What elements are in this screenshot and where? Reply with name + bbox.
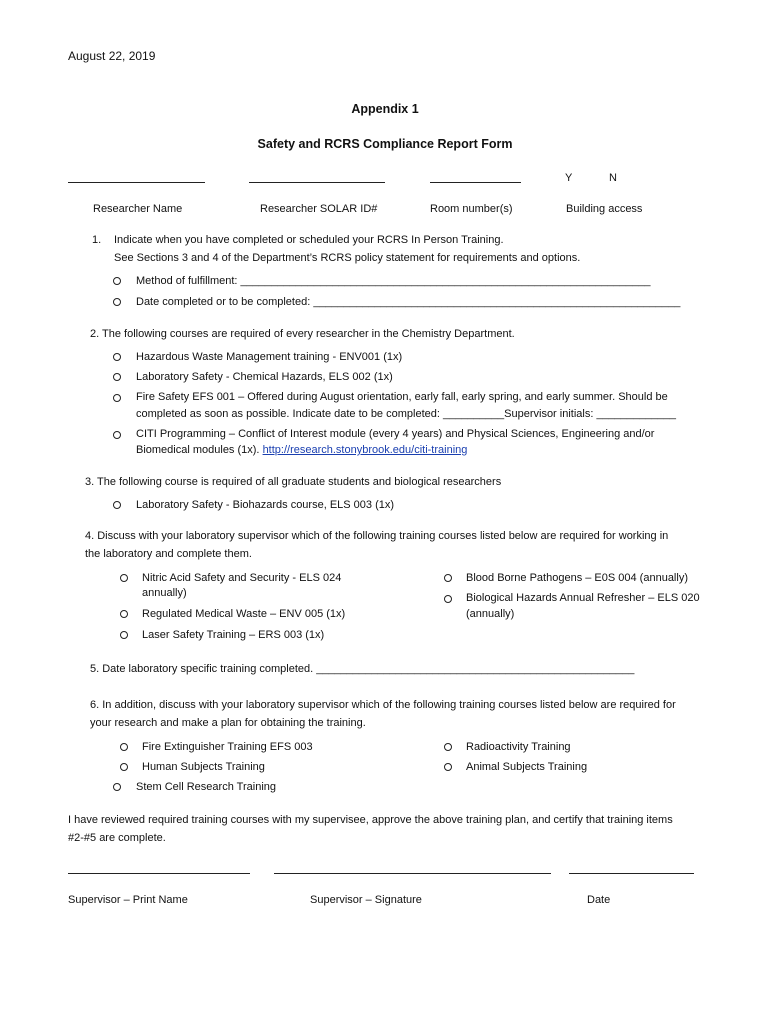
section-1-line1: Indicate when you have completed or scheduled your RCRS In Person Training. bbox=[114, 234, 504, 246]
env001-label: Hazardous Waste Management training - ENV001 (1x) bbox=[136, 351, 403, 363]
els020-label: Biological Hazards Annual Refresher – ELS 020 bbox=[466, 592, 700, 604]
no-label[interactable]: N bbox=[609, 172, 617, 184]
section-2-heading: 2. The following courses are required of every researcher in the Chemistry Department. bbox=[90, 328, 515, 340]
eos004-label: Blood Borne Pathogens – E0S 004 (annually) bbox=[466, 572, 688, 584]
animal-subjects-label: Animal Subjects Training bbox=[466, 761, 588, 773]
supervisor-name-field[interactable] bbox=[68, 873, 250, 874]
radioactivity-label: Radioactivity Training bbox=[466, 741, 571, 753]
section-3-heading: 3. The following course is required of all graduate students and biological researchers bbox=[85, 476, 502, 488]
section-1-line2: See Sections 3 and 4 of the Department’s RCRS policy statement for requirements and options. bbox=[114, 252, 581, 264]
efs001-label: Fire Safety EFS 001 – Offered during August orientation, early fall, early spring, and early summer. Should be bbox=[136, 391, 668, 403]
stem-cell-label: Stem Cell Research Training bbox=[136, 781, 277, 793]
solar-id-label: Researcher SOLAR ID# bbox=[260, 203, 378, 215]
supervisor-signature-label: Supervisor – Signature bbox=[310, 894, 422, 906]
date-completed[interactable]: Date completed or to be completed: ____________________________________________________________ bbox=[136, 296, 681, 308]
supervisor-signature-field[interactable] bbox=[274, 873, 551, 874]
certification-line2: #2-#5 are complete. bbox=[68, 832, 166, 844]
room-number-field[interactable] bbox=[430, 182, 521, 183]
citi-label-line2: Biomedical modules (1x). http://research.stonybrook.edu/citi-training bbox=[136, 444, 468, 456]
citi-training-link[interactable]: http://research.stonybrook.edu/citi-training bbox=[262, 444, 468, 456]
ers003-label: Laser Safety Training – ERS 003 (1x) bbox=[142, 629, 325, 641]
radioactivity-radio[interactable] bbox=[444, 743, 452, 751]
room-number-label: Room number(s) bbox=[430, 203, 513, 215]
date-label: Date bbox=[587, 894, 611, 906]
section-6-line2: your research and make a plan for obtaining the training. bbox=[90, 717, 366, 729]
els020-label-line2: (annually) bbox=[466, 608, 515, 620]
animal-subjects-radio[interactable] bbox=[444, 763, 452, 771]
els003-label: Laboratory Safety - Biohazards course, ELS 003 (1x) bbox=[136, 499, 395, 511]
building-access-label: Building access bbox=[566, 203, 643, 215]
supervisor-print-name-label: Supervisor – Print Name bbox=[68, 894, 188, 906]
els024-label: Nitric Acid Safety and Security - ELS 024 bbox=[142, 572, 342, 584]
env001-radio[interactable] bbox=[113, 353, 121, 361]
stem-cell-radio[interactable] bbox=[113, 783, 121, 791]
citi-label: CITI Programming – Conflict of Interest module (every 4 years) and Physical Sciences, Engineering and/or bbox=[136, 428, 655, 440]
section-4-line1: 4. Discuss with your laboratory supervisor which of the following training courses listed below are required for working in bbox=[85, 530, 669, 542]
env005-label: Regulated Medical Waste – ENV 005 (1x) bbox=[142, 608, 346, 620]
efs001-date-initials[interactable]: completed as soon as possible. Indicate date to be completed: __________Supervisor initials: _____________ bbox=[136, 408, 676, 420]
form-title: Safety and RCRS Compliance Report Form bbox=[257, 137, 513, 151]
section-4-line2: the laboratory and complete them. bbox=[85, 548, 252, 560]
method-radio[interactable] bbox=[113, 277, 121, 285]
section-1-number: 1. bbox=[92, 234, 102, 246]
els002-label: Laboratory Safety - Chemical Hazards, ELS 002 (1x) bbox=[136, 371, 393, 383]
certification-line1: I have reviewed required training courses with my supervisee, approve the above training plan, and certify that training items bbox=[68, 814, 673, 826]
section-6-line1: 6. In addition, discuss with your laboratory supervisor which of the following training courses listed below are required for bbox=[90, 699, 676, 711]
efs003-radio[interactable] bbox=[120, 743, 128, 751]
human-subjects-radio[interactable] bbox=[120, 763, 128, 771]
solar-id-field[interactable] bbox=[249, 182, 385, 183]
document-date: August 22, 2019 bbox=[68, 49, 156, 63]
efs001-radio[interactable] bbox=[113, 394, 121, 402]
els002-radio[interactable] bbox=[113, 373, 121, 381]
researcher-name-label: Researcher Name bbox=[93, 203, 183, 215]
env005-radio[interactable] bbox=[120, 610, 128, 618]
appendix-title: Appendix 1 bbox=[351, 102, 419, 116]
researcher-name-field[interactable] bbox=[68, 182, 205, 183]
human-subjects-label: Human Subjects Training bbox=[142, 761, 265, 773]
yes-label[interactable]: Y bbox=[565, 172, 573, 184]
method-of-fulfillment[interactable]: Method of fulfillment: ___________________________________________________________________ bbox=[136, 275, 651, 287]
signature-date-field[interactable] bbox=[569, 873, 694, 874]
date-completed-radio[interactable] bbox=[113, 298, 121, 306]
efs003-label: Fire Extinguisher Training EFS 003 bbox=[142, 741, 313, 753]
els024-label-line2: annually) bbox=[142, 587, 187, 599]
els024-radio[interactable] bbox=[120, 574, 128, 582]
els003-radio[interactable] bbox=[113, 501, 121, 509]
ers003-radio[interactable] bbox=[120, 631, 128, 639]
els020-radio[interactable] bbox=[444, 595, 452, 603]
section-5-date[interactable]: 5. Date laboratory specific training completed. ____________________________________________________ bbox=[90, 663, 635, 675]
citi-radio[interactable] bbox=[113, 431, 121, 439]
eos004-radio[interactable] bbox=[444, 574, 452, 582]
